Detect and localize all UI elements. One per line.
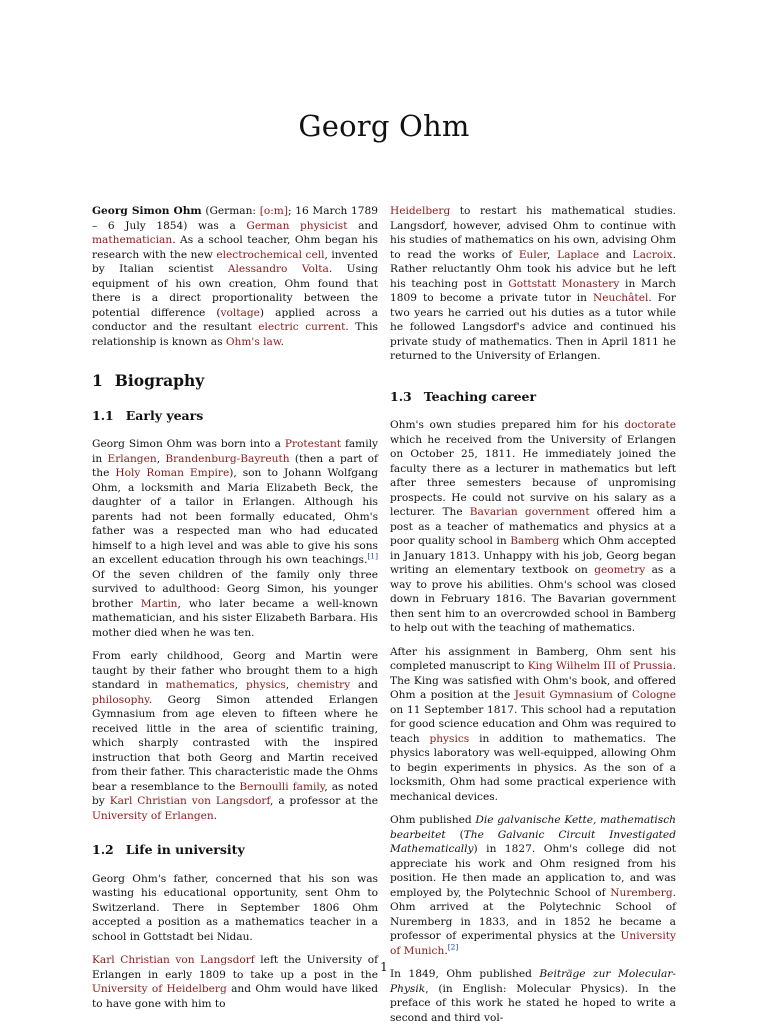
life-in-university-paragraph-1 xyxy=(92,872,378,945)
subsection-title: Teaching career xyxy=(423,388,537,404)
link-neuchatel[interactable]: Neuchâtel xyxy=(593,292,649,304)
early-years-paragraph-1 xyxy=(92,437,378,640)
link-electrochemical-cell[interactable]: electrochemical cell xyxy=(216,248,325,261)
link-ohms-law[interactable]: Ohm's law xyxy=(225,335,281,348)
life-in-university-paragraph-2-continued xyxy=(390,204,676,364)
subsection-heading-early-years xyxy=(92,409,378,424)
subsection-title: Life in university xyxy=(125,842,245,857)
link-holy-roman-empire[interactable]: Holy Roman Empire xyxy=(115,467,230,479)
link-physics[interactable]: physics xyxy=(245,679,286,691)
subsection-title: Early years xyxy=(125,407,204,423)
section-heading-biography xyxy=(92,371,378,390)
text-run: . Ohm arrived at the Polytechnic School of Nuremberg in 1833, and in 1852 he became a professor of experimental physics at the xyxy=(390,886,676,942)
text-run: (then a part of the xyxy=(92,452,378,479)
text-run: and xyxy=(347,219,378,232)
link-gottstatt-monastery[interactable]: Gottstatt Monastery xyxy=(508,277,620,290)
link-laplace[interactable]: Laplace xyxy=(557,248,600,261)
link-geometry[interactable]: geometry xyxy=(594,564,646,576)
link-lacroix[interactable]: Lacroix xyxy=(632,248,673,261)
text-run: , xyxy=(156,452,166,465)
link-martin[interactable]: Martin xyxy=(140,597,178,610)
link-cologne[interactable]: Cologne xyxy=(631,689,676,701)
section-number: 1 xyxy=(92,371,103,390)
text-run: which he received from the University of Erlangen on October 25, 1811. He immediately joined the faculty there as a lecturer in mathematics but left after three semesters because of unpromising prospects. He could not survive on his salary as a lecturer. The xyxy=(390,433,676,518)
teaching-career-paragraph-3 xyxy=(390,813,676,958)
link-university-of-munich[interactable]: University of Munich xyxy=(390,930,676,957)
right-column xyxy=(390,204,676,1034)
subsection-heading-life-in-university xyxy=(92,843,378,858)
page-number: 1 xyxy=(380,960,388,974)
link-ipa[interactable]: [o:m] xyxy=(259,205,288,217)
text-run: and Ohm would have liked to have gone with him to xyxy=(92,983,379,1010)
text-run: left the University of Erlangen in early 1809 to take up a post in the xyxy=(92,954,379,981)
link-protestant[interactable]: Protestant xyxy=(284,438,342,450)
book-title-galvanische-kette: Die galvanische Kette, mathematisch bearbeitet xyxy=(390,814,676,841)
link-karl-christian-von-langsdorf[interactable]: Karl Christian von Langsdorf xyxy=(92,954,255,966)
left-column xyxy=(92,204,378,1020)
text-run: , xyxy=(285,679,297,691)
text-run: , invented by Italian scientist xyxy=(92,248,378,275)
link-bamberg[interactable]: Bamberg xyxy=(510,535,560,547)
text-run: . Rather reluctantly Ohm took his advice but he left his teaching post in xyxy=(390,248,676,290)
link-bavarian-government[interactable]: Bavarian government xyxy=(469,506,590,518)
link-jesuit-gymnasium[interactable]: Jesuit Gymnasium xyxy=(514,689,613,701)
text-run: family in xyxy=(92,438,378,465)
text-run: After his assignment in Bamberg, Ohm sent his completed manuscript to xyxy=(390,645,676,672)
link-university-of-heidelberg[interactable]: University of Heidelberg xyxy=(92,983,227,995)
text-run: From early childhood, Georg and Martin were taught by their father who brought them to a high standard in xyxy=(92,650,378,691)
link-voltage[interactable]: voltage xyxy=(220,306,260,319)
text-run: . This relationship is known as xyxy=(92,321,378,348)
text-run: . xyxy=(280,335,285,348)
early-years-paragraph-2 xyxy=(92,649,378,823)
text-run: and xyxy=(599,248,633,261)
subsection-heading-teaching-career xyxy=(390,390,676,405)
text-run: . xyxy=(444,944,448,957)
subsection-number: 1.2 xyxy=(92,842,114,857)
text-run: on 11 September 1817. This school had a reputation for good science education and Ohm was required to teach xyxy=(390,703,676,745)
text-run: in addition to mathematics. The physics laboratory was well-equipped, allowing Ohm to begin experiments in physics. As the son of a locksmith, Ohm had some practical experience with mechanical devices. xyxy=(390,732,676,803)
teaching-career-paragraph-4 xyxy=(390,967,676,1025)
citation-ref-1[interactable]: [1] xyxy=(367,551,378,561)
link-euler[interactable]: Euler xyxy=(518,248,547,261)
citation-ref-2[interactable]: [2] xyxy=(447,941,459,951)
text-run: Georg Ohm's father, concerned that his son was wasting his educational opportunity, sent Ohm to Switzerland. There in September 1806 Ohm accepted a position as a mathematics teacher in a school in Gottstadt bei Nidau. xyxy=(92,872,378,943)
text-run: . The King was satisfied with Ohm's book, and offered Ohm a position at the xyxy=(390,660,676,701)
link-bernoulli-family[interactable]: Bernoulli family xyxy=(239,780,325,793)
link-mathematics[interactable]: mathematics xyxy=(165,679,235,691)
link-king-wilhelm-iii[interactable]: King Wilhelm III of Prussia xyxy=(527,660,673,672)
link-philosophy[interactable]: philosophy xyxy=(92,693,149,706)
link-nuremberg[interactable]: Nuremberg xyxy=(610,886,673,899)
link-heidelberg[interactable]: Heidelberg xyxy=(390,205,451,217)
text-run: , who later became a well-known mathematician, and his sister Elizabeth Barbara. His mother died when he was ten. xyxy=(92,597,378,639)
text-run: . For two years he carried out his duties as a tutor while he followed Langsdorf's advice and continued his private study of mathematics. Then in April 1811 he returned to the University of Erlangen. xyxy=(390,292,676,362)
text-run: in March 1809 to become a private tutor in xyxy=(390,277,677,304)
text-run: , xyxy=(234,679,246,691)
text-run: . xyxy=(213,809,218,822)
link-doctorate[interactable]: doctorate xyxy=(624,419,676,431)
text-run: ), son to Johann Wolfgang Ohm, a locksmith and Maria Elizabeth Beck, the daughter of a tailor in Erlangen. Although his parents had not been formally educated, Ohm's father was a respected man who had educated himself to a high level and was able to give his sons an excellent education through his own teachings. xyxy=(92,467,379,566)
text-run: , a professor at the xyxy=(270,795,379,807)
text-run: to restart his mathematical studies. Langsdorf, however, advised Ohm to continue with his studies of mathematics on his own, advising Ohm to read the works of xyxy=(390,205,676,261)
text-run: , as noted by xyxy=(92,780,378,807)
link-german-physicist[interactable]: German physicist xyxy=(246,219,348,232)
text-run: . Using equipment of his own creation, Ohm found that there is a direct proportionality between the potential difference ( xyxy=(92,263,378,319)
link-karl-christian-von-langsdorf[interactable]: Karl Christian von Langsdorf xyxy=(109,795,271,807)
subject-name: Georg Simon Ohm xyxy=(92,205,202,217)
text-run: , (in English: Molecular Physics). In the preface of this work he stated he hoped to write a second and third vol- xyxy=(390,982,676,1024)
subsection-number: 1.3 xyxy=(390,388,412,404)
link-brandenburg-bayreuth[interactable]: Brandenburg-Bayreuth xyxy=(165,452,290,465)
text-run: Ohm's own studies prepared him for his xyxy=(390,419,625,431)
teaching-career-paragraph-2 xyxy=(390,645,676,805)
text-run: which Ohm accepted in January 1813. Unhappy with his job, Georg began writing an elementary textbook on xyxy=(390,535,676,576)
text-run: offered him a post as a teacher of mathematics and physics at a poor quality school in xyxy=(390,506,676,547)
book-title-translation: The Galvanic Circuit Investigated Mathematically xyxy=(390,828,676,855)
text-run: . As a school teacher, Ohm began his research with the new xyxy=(92,234,378,261)
link-university-of-erlangen[interactable]: University of Erlangen xyxy=(92,809,214,822)
book-title-molecular-physik: Beiträge zur Molecular-Physik xyxy=(390,968,676,995)
text-run: Of the seven children of the family only three survived to adulthood: Georg Simon, his younger brother xyxy=(92,568,378,610)
text-run: as a way to prove his abilities. Ohm's school was closed down in February 1816. The Bavarian government then sent him to an overcrowded school in Bamberg to help out with the teaching of mathematics. xyxy=(390,564,676,634)
link-physics-2[interactable]: physics xyxy=(429,732,470,745)
text-run: ( xyxy=(445,828,464,841)
subsection-number: 1.1 xyxy=(92,407,114,423)
intro-paragraph xyxy=(92,204,378,349)
text-run: In 1849, Ohm published xyxy=(390,968,540,980)
link-erlangen[interactable]: Erlangen xyxy=(107,452,157,465)
teaching-career-paragraph-1 xyxy=(390,418,676,636)
text-run: Ohm published xyxy=(390,814,476,826)
page-title: Georg Ohm xyxy=(298,109,470,143)
link-chemistry[interactable]: chemistry xyxy=(297,679,351,691)
text-run: ; 16 March 1789 – 6 July 1854) was a xyxy=(92,205,378,232)
text-run: and xyxy=(350,679,378,691)
link-alessandro-volta[interactable]: Alessandro Volta xyxy=(227,263,329,275)
link-mathematician[interactable]: mathematician xyxy=(92,234,173,246)
section-title: Biography xyxy=(114,371,205,390)
text-run: (German: xyxy=(201,205,260,217)
text-run: , xyxy=(546,248,558,261)
text-run: Georg Simon Ohm was born into a xyxy=(92,438,285,450)
text-run: ) applied across a conductor and the resultant xyxy=(92,306,378,333)
text-run: of xyxy=(612,689,632,701)
text-run: . Georg Simon attended Erlangen Gymnasium from age eleven to fifteen where he received little in the area of scientific training, which sharply contrasted with the inspired instruction that both Georg and Martin received from their father. This characteristic made the Ohms bear a resemblance to the xyxy=(92,693,378,793)
link-electric-current[interactable]: electric current xyxy=(258,321,346,333)
text-run: ) in 1827. Ohm's college did not appreciate his work and Ohm resigned from his position. He then made an application to, and was employed by, the Polytechnic School of xyxy=(390,843,676,899)
